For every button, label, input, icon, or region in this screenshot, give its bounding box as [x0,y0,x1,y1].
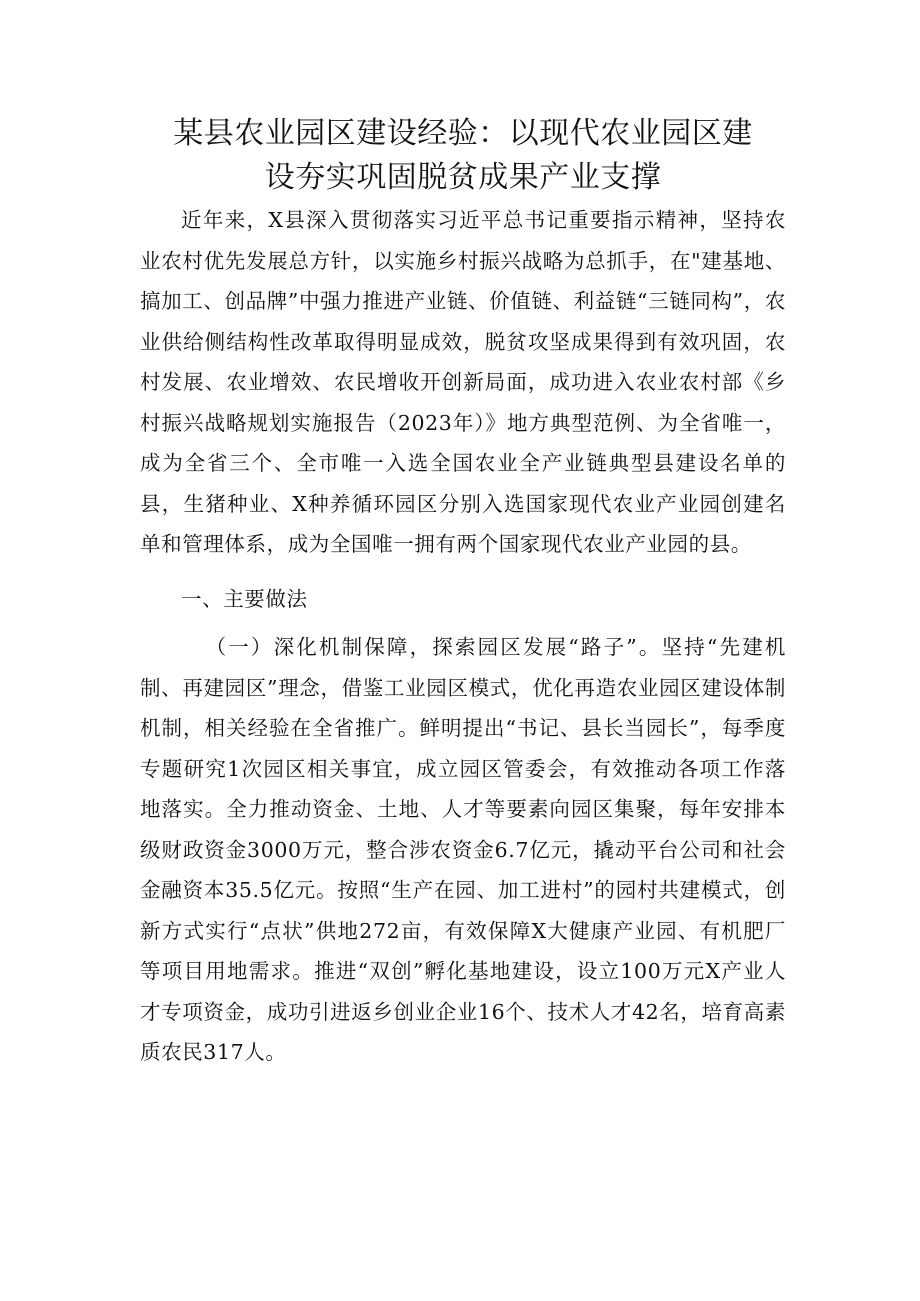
title-line-1: 某县农业园区建设经验：以现代农业园区建 [173,116,753,151]
intro-paragraph: 近年来，X县深入贯彻落实习近平总书记重要指示精神，坚持农业农村优先发展总方针，以实施乡村振兴战略为总抓手，在"建基地、搞加工、创品牌”中强力推进产业链、价值链、利益链“三链同构”，农业供给侧结构性改革取得明显成效，脱贫攻坚成果得到有效巩固，农村发展、农业增效、农民增收开创新局面，成功进入农业农村部《乡村振兴战略规划实施报告（2023年）》地方典型范例、为全省唯一，成为全省三个、全市唯一入选全国农业全产业链典型县建设名单的县，生猪种业、X种养循环园区分别入选国家现代农业产业园创建名单和管理体系，成为全国唯一拥有两个国家现代农业产业园的县。 [140,208,786,556]
title-line-2: 设夯实巩固脱贫成果产业支撑 [264,160,662,195]
document-title [140,112,786,200]
section-heading: 一、主要做法 [181,586,308,611]
body-paragraph: （一）深化机制保障，探索园区发展“路子”。坚持“先建机制、再建园区”理念，借鉴工业园区模式，优化再造农业园区建设体制机制，相关经验在全省推广。鲜明提出“书记、县长当园长”，每季度专题研究1次园区相关事宜，成立园区管委会，有效推动各项工作落地落实。全力推动资金、土地、人才等要素向园区集聚，每年安排本级财政资金3000万元，整合涉农资金6.7亿元，撬动平台公司和社会金融资本35.5亿元。按照“生产在园、加工进村”的园村共建模式，创新方式实行“点状”供地272亩，有效保障X大健康产业园、有机肥厂等项目用地需求。推进“双创”孵化基地建设，设立100万元X产业人才专项资金，成功引进返乡创业企业16个、技术人才42名，培育高素质农民317人。 [140,635,786,1064]
